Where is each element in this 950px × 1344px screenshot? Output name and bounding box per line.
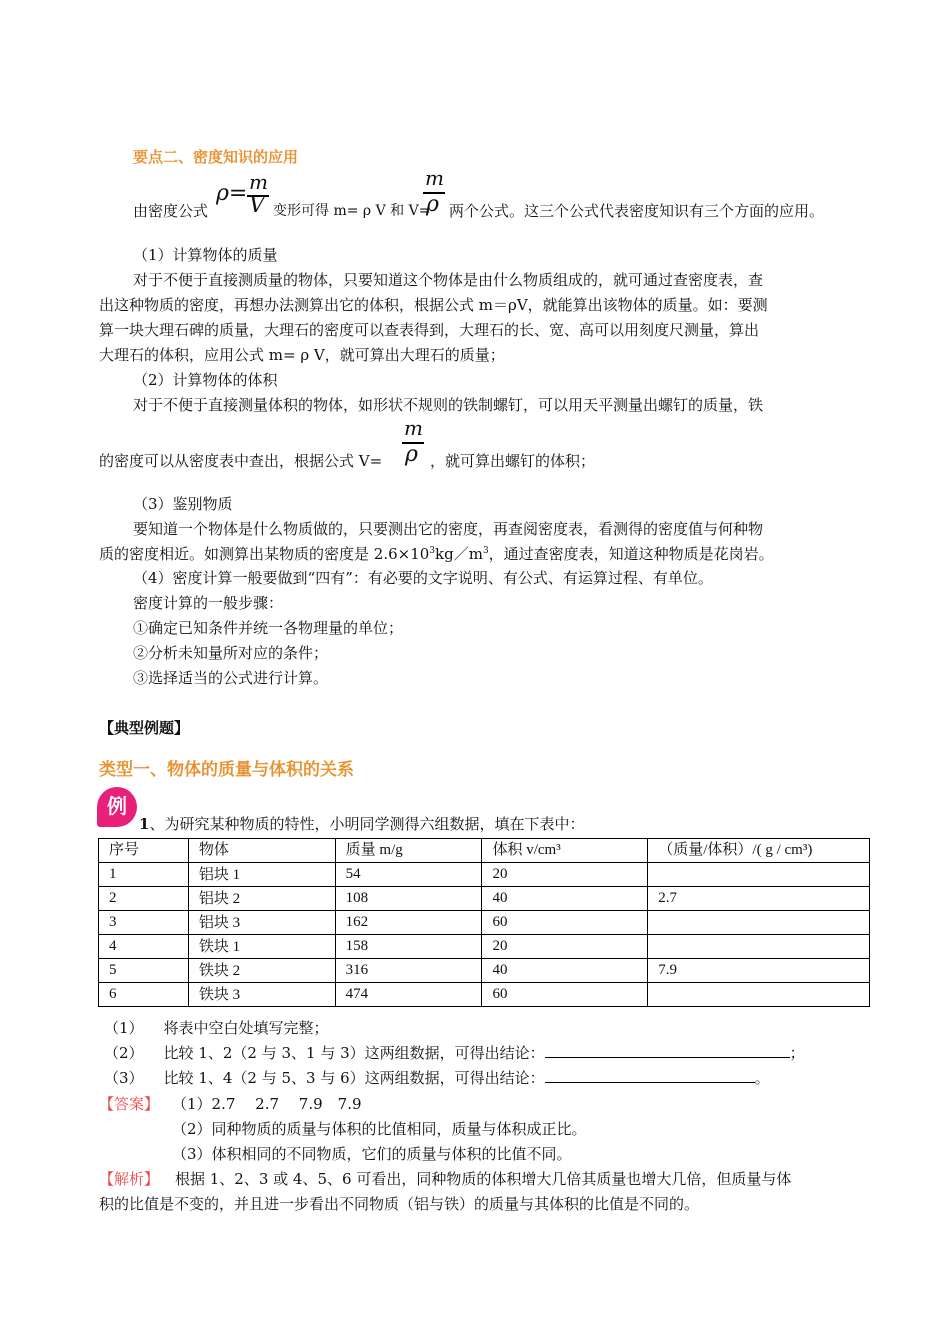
table-cell: 20 xyxy=(482,935,648,959)
formula-m2: m xyxy=(425,166,444,190)
step-item: ③选择适当的公式进行计算。 xyxy=(133,669,329,687)
table-row xyxy=(99,863,870,887)
table-row xyxy=(99,911,870,935)
answer-line: （2）同种物质的质量与体积的比值相同，质量与体积成正比。 xyxy=(172,1120,587,1138)
table-cell: 54 xyxy=(335,863,482,887)
table-cell: 3 xyxy=(99,911,189,935)
item1-line: 大理石的体积，应用公式 m= ρ V，就可算出大理石的质量； xyxy=(99,346,505,364)
table-cell: 108 xyxy=(335,887,482,911)
question-text: 1、为研究某种物质的特性，小明同学测得六组数据，填在下表中： xyxy=(139,815,585,833)
formula-middle: 变形可得 m= ρ V 和 V= xyxy=(273,203,431,219)
item4-title: （4）密度计算一般要做到“四有”：有必要的文字说明、有公式、有运算过程、有单位。 xyxy=(133,569,713,587)
item2-line: 的密度可以从密度表中查出，根据公式 V= xyxy=(99,452,383,470)
table-cell: 316 xyxy=(335,959,482,983)
analysis-line: 根据 1、2、3 或 4、5、6 可看出，同种物质的体积增大几倍其质量也增大几倍，但质量与体 xyxy=(175,1170,792,1188)
table-cell xyxy=(648,863,870,887)
table-cell: 2 xyxy=(99,887,189,911)
table-cell xyxy=(648,935,870,959)
formula-post: 两个公式。这三个公式代表密度知识有三个方面的应用。 xyxy=(449,202,825,220)
item2-line-end: ，就可算出螺钉的体积； xyxy=(430,452,596,470)
type-heading: 类型一、物体的质量与体积的关系 xyxy=(99,760,354,780)
examples-heading: 【典型例题】 xyxy=(99,719,190,737)
answer-blank[interactable] xyxy=(545,1041,790,1058)
table-cell: 158 xyxy=(335,935,482,959)
item3-line: 要知道一个物体是什么物质做的，只要测出它的密度，再查阅密度表，看测得的密度值与何种物 xyxy=(133,520,764,538)
table-cell: 4 xyxy=(99,935,189,959)
formula-m3: m xyxy=(404,416,423,440)
table-row xyxy=(99,887,870,911)
step-item: ①确定已知条件并统一各物理量的单位； xyxy=(133,619,404,637)
table-row xyxy=(99,959,870,983)
table-cell: 162 xyxy=(335,911,482,935)
item1-line: 出这种物质的密度，再想办法测算出它的体积，根据公式 m＝ρV，就能算出该物体的质量。如：要测 xyxy=(99,296,768,314)
item3-line: 质的密度相近。如测算出某物质的密度是 $2.6\times 10^3kg/m^3$，通过查密度表，知道这种物质是花岗岩。 xyxy=(99,545,774,563)
analysis-line: 积的比值是不变的，并且进一步看出不同物质（铝与铁）的质量与其体积的比值是不同的。 xyxy=(99,1195,700,1213)
formula-intro: 由密度公式 xyxy=(133,202,209,220)
table-cell: 40 xyxy=(482,887,648,911)
formula-rho3: ρ xyxy=(405,442,418,467)
table-cell: 2.7 xyxy=(648,887,870,911)
analysis-tag: 【解析】 xyxy=(99,1170,160,1188)
item1-line: 对于不便于直接测质量的物体，只要知道这个物体是由什么物质组成的，就可通过查密度表，查 xyxy=(133,271,764,289)
table-cell: 474 xyxy=(335,983,482,1007)
item2-line: 对于不便于直接测量体积的物体，如形状不规则的铁制螺钉，可以用天平测量出螺钉的质量，铁 xyxy=(133,396,764,414)
item1-line: 算一块大理石碑的质量，大理石的密度可以查表得到，大理石的长、宽、高可以用刻度尺测量，算出 xyxy=(99,321,760,339)
table-header: 质量 m/g xyxy=(335,839,482,863)
item3-title: （3）鉴别物质 xyxy=(133,495,233,513)
answer-tag: 【答案】 xyxy=(99,1095,160,1113)
table-cell xyxy=(648,983,870,1007)
question-1: （1） 将表中空白处填写完整； xyxy=(104,1019,329,1037)
table-row xyxy=(99,983,870,1007)
table-header-row xyxy=(99,839,870,863)
section-title: 要点二、密度知识的应用 xyxy=(133,148,299,166)
table-header: 序号 xyxy=(99,839,189,863)
table-header: 体积 v/cm³ xyxy=(482,839,648,863)
item2-title: （2）计算物体的体积 xyxy=(133,371,278,389)
step-item: ②分析未知量所对应的条件； xyxy=(133,644,329,662)
table-cell: 6 xyxy=(99,983,189,1007)
formula-rho: ρ= xyxy=(216,181,248,206)
table-cell: 铁块 3 xyxy=(188,983,335,1007)
table-cell: 铁块 1 xyxy=(188,935,335,959)
answer-blank[interactable] xyxy=(545,1066,755,1083)
item1-title: （1）计算物体的质量 xyxy=(133,246,278,264)
question-3: （3） 比较 1、4（2 与 5、3 与 6）这两组数据，可得出结论： 。 xyxy=(104,1066,770,1091)
table-row xyxy=(99,935,870,959)
formula-m: m xyxy=(249,170,268,194)
formula-V: V xyxy=(249,193,265,218)
answer-line: （3）体积相同的不同物质，它们的质量与体积的比值不同。 xyxy=(172,1145,572,1163)
data-table xyxy=(98,838,870,1007)
table-cell: 铝块 3 xyxy=(188,911,335,935)
table-cell: 5 xyxy=(99,959,189,983)
table-cell: 60 xyxy=(482,911,648,935)
table-cell: 铝块 2 xyxy=(188,887,335,911)
table-cell: 1 xyxy=(99,863,189,887)
table-cell: 60 xyxy=(482,983,648,1007)
table-header: （质量/体积）/( g / cm³) xyxy=(648,839,870,863)
table-cell: 40 xyxy=(482,959,648,983)
table-cell xyxy=(648,911,870,935)
question-2: （2） 比较 1、2（2 与 3、1 与 3）这两组数据，可得出结论： ； xyxy=(104,1041,805,1066)
table-header: 物体 xyxy=(188,839,335,863)
steps-title: 密度计算的一般步骤： xyxy=(133,594,284,612)
table-cell: 铁块 2 xyxy=(188,959,335,983)
example-badge: 例 xyxy=(97,787,137,827)
formula-rho2: ρ xyxy=(426,192,439,217)
table-cell: 铝块 1 xyxy=(188,863,335,887)
table-cell: 20 xyxy=(482,863,648,887)
table-cell: 7.9 xyxy=(648,959,870,983)
answer-line: （1）2.7 2.7 7.9 7.9 xyxy=(172,1095,362,1113)
